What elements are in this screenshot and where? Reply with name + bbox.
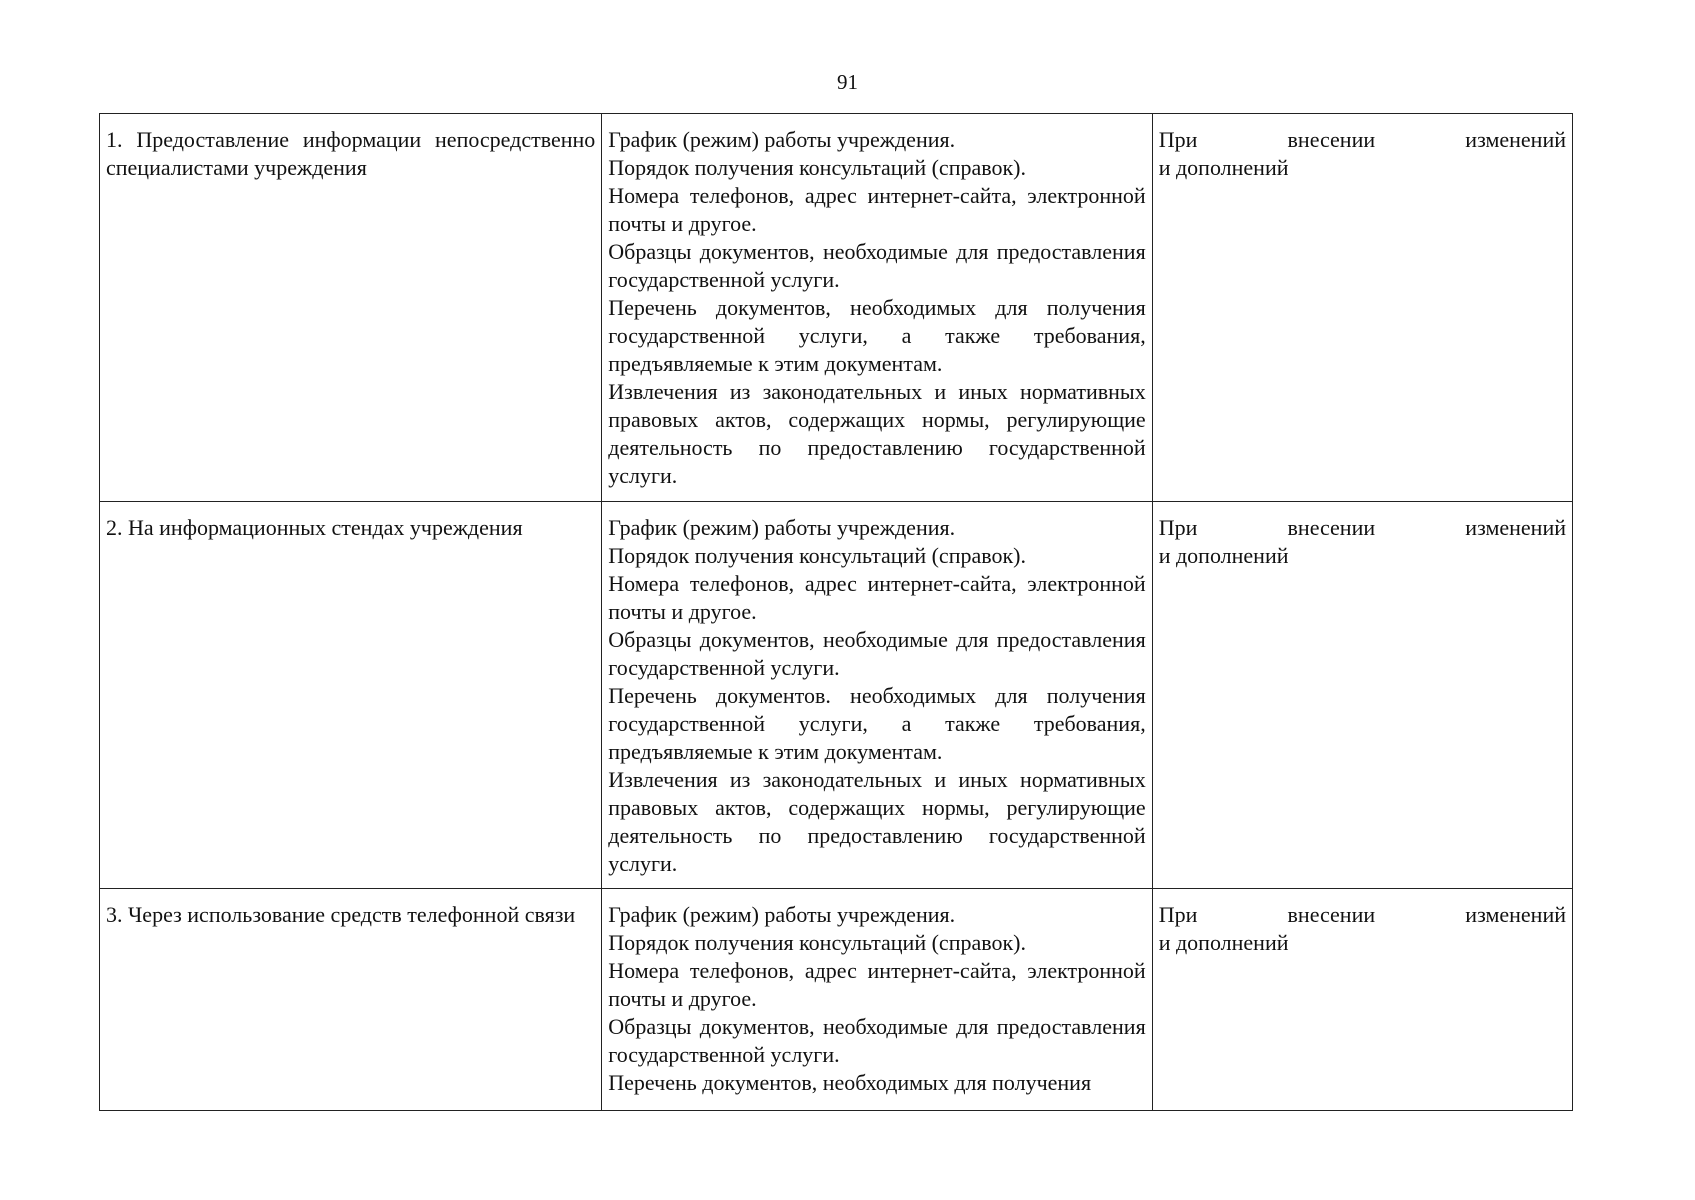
content-paragraph: Перечень документов, необходимых для получения государственной услуги, а также требования, предъявляемые к этим документам. [608,295,1146,376]
table-row [100,114,1573,502]
update-frequency-cell [1152,502,1572,889]
table-row [100,889,1573,1111]
content-paragraph: Перечень документов. необходимых для получения государственной услуги, а также требования, предъявляемые к этим документам. [608,683,1146,764]
content-paragraph: Номера телефонов, адрес интернет-сайта, электронной почты и другое. [608,571,1146,624]
content-cell [602,114,1152,502]
method-cell [100,114,602,502]
content-paragraph: Номера телефонов, адрес интернет-сайта, электронной почты и другое. [608,958,1146,1011]
method-text: 1. Предоставление информации непосредственно специалистами учреждения [106,127,596,180]
method-cell [100,889,602,1111]
content-paragraph: Образцы документов, необходимые для предоставления государственной услуги. [608,239,1146,292]
update-frequency-line-2: и дополнений [1158,930,1289,955]
page-number: 91 [837,70,858,94]
content-paragraph: Порядок получения консультаций (справок). [608,930,1026,955]
method-text: 2. На информационных стендах учреждения [106,515,523,540]
content-paragraph: Образцы документов, необходимые для предоставления государственной услуги. [608,627,1146,680]
content-cell [602,502,1152,889]
table-row [100,502,1573,889]
content-paragraph: Образцы документов, необходимые для предоставления государственной услуги. [608,1014,1146,1067]
content-paragraph: Извлечения из законодательных и иных нормативных правовых актов, содержащих нормы, регулирующие деятельность по предоставлению государственной услуги. [608,379,1146,488]
update-frequency-text [1159,514,1566,570]
content-cell [602,889,1152,1111]
update-frequency-text [1159,126,1566,182]
update-frequency-cell [1152,889,1572,1111]
content-paragraph: Порядок получения консультаций (справок). [608,155,1026,180]
update-frequency-line-1: При внесении изменений [1158,127,1566,152]
update-frequency-line-1: При внесении изменений [1158,515,1566,540]
update-frequency-line-1: При внесении изменений [1158,902,1566,927]
method-cell [100,502,602,889]
update-frequency-line-2: и дополнений [1158,155,1289,180]
information-methods-table [99,113,1573,1111]
method-text: 3. Через использование средств телефонной связи [106,902,576,927]
content-paragraph: Извлечения из законодательных и иных нормативных правовых актов, содержащих нормы, регулирующие деятельность по предоставлению государственной услуги. [608,767,1146,876]
update-frequency-line-2: и дополнений [1158,543,1289,568]
update-frequency-text [1159,901,1566,957]
content-paragraph: Перечень документов, необходимых для получения [608,1070,1092,1095]
update-frequency-cell [1152,114,1572,502]
content-paragraph: Порядок получения консультаций (справок). [608,543,1026,568]
content-paragraph: Номера телефонов, адрес интернет-сайта, электронной почты и другое. [608,183,1146,236]
content-paragraph: График (режим) работы учреждения. [608,127,956,152]
content-paragraph: График (режим) работы учреждения. [608,902,956,927]
content-paragraph: График (режим) работы учреждения. [608,515,956,540]
